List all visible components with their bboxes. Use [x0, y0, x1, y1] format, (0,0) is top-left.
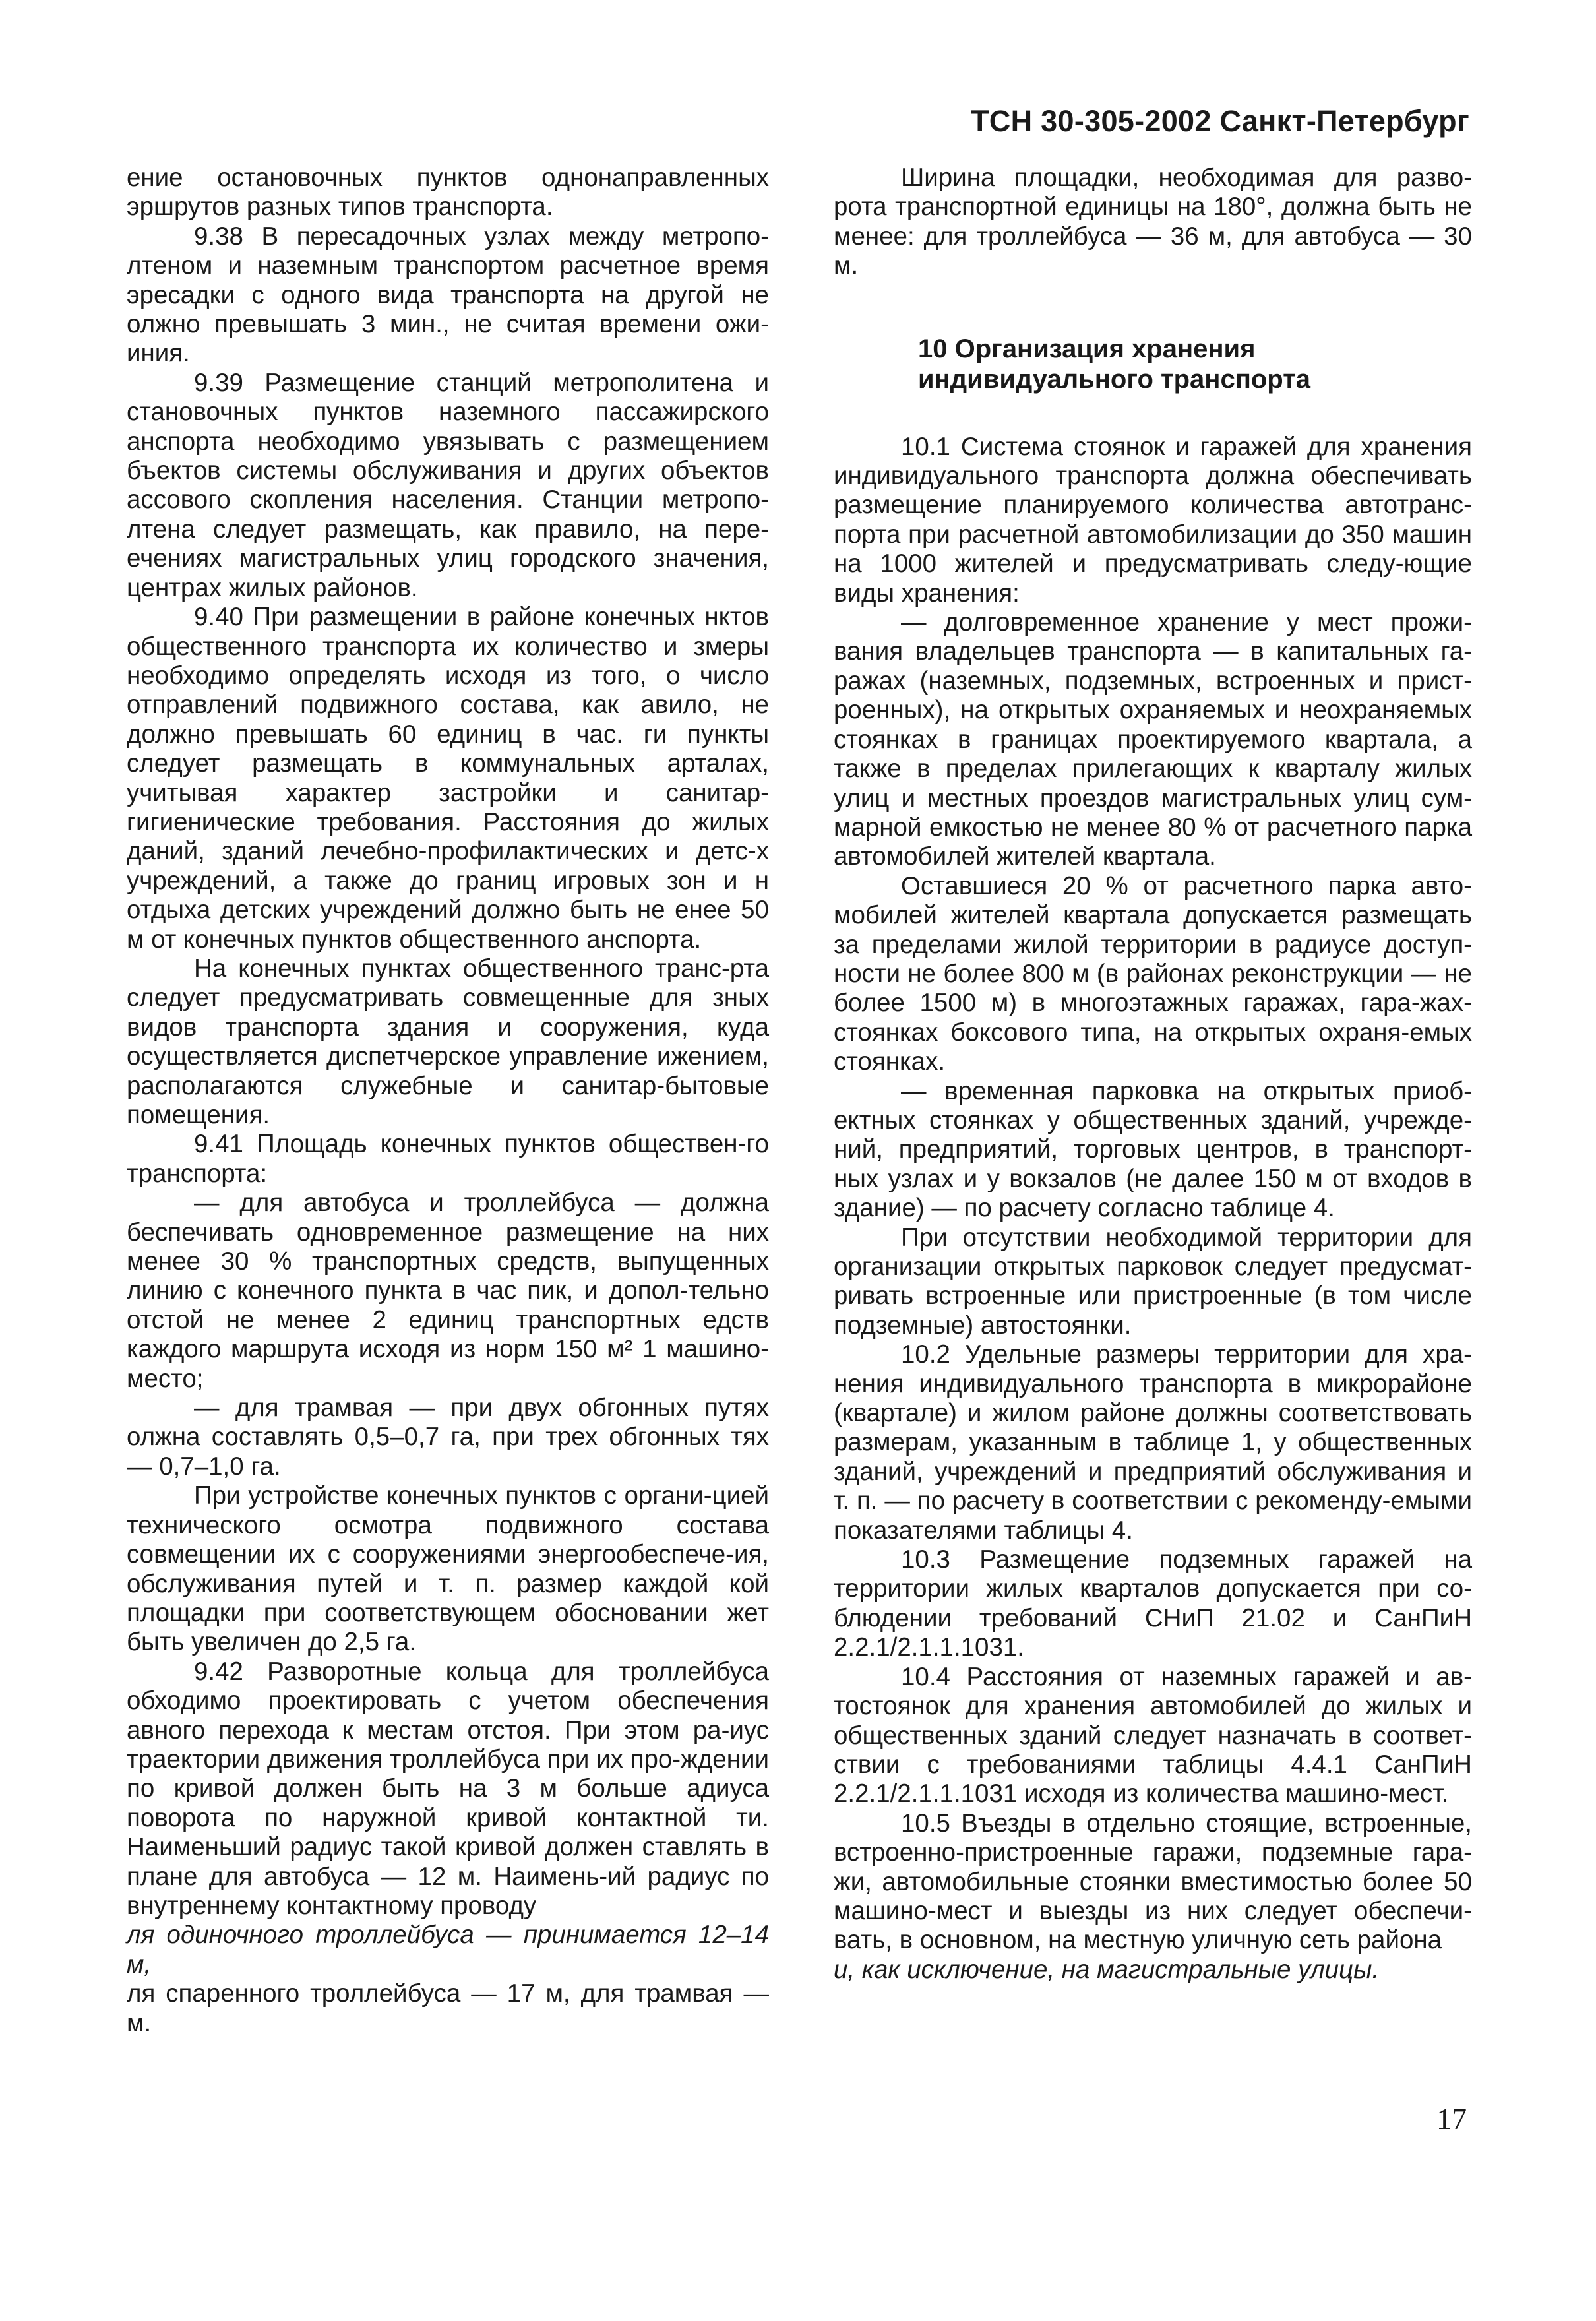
paragraph-10-4: 10.4 Расстояния от наземных гаражей и ав-тостоянок для хранения автомобилей до жилых и общественных зданий следует назначать в соответ-ствии с требованиями таблицы 4.4.1 СанПиН 2.2.1/2.1.1.1031 исходя из количества машино-мест. — [834, 1662, 1472, 1809]
italic-line: и, как исключение, на магистральные улицы. — [834, 1955, 1380, 1984]
paragraph: ля спаренного троллейбуса — 17 м, для трамвая — м. — [127, 1979, 769, 2037]
paragraph-9-39: 9.39 Размещение станций метрополитена и становочных пунктов наземного пассажирского анспорта необходимо увязывать с размещением бъектов системы обслуживания и других объектов ассового скопления населения. Станции метропо-лтена следует размещать, как правило, на пере-ечениях магистральных улиц городского значения, центрах жилых районов. — [127, 368, 769, 602]
list-item-long-term-storage: — долговременное хранение у мест прожи-вания владельцев транспорта — в капитальных га-ражах (наземных, подземных, встроенных и прист-роенных), на открытых охраняемых и неохраняемых стоянках в границах проектируемого квартала, а также в пределах прилегающих к кварталу жилых улиц и местных проездов магистральных улиц сум-марной емкостью не менее 80 % от расчетного парка автомобилей жителей квартала. — [834, 608, 1472, 871]
paragraph-10-3: 10.3 Размещение подземных гаражей на территории жилых кварталов допускается при со-блюдении требований СНиП 21.02 и СанПиН 2.2.1/2.1.1.1031. — [834, 1545, 1472, 1662]
list-item-tram: — для трамвая — при двух обгонных путях олжна составлять 0,5–0,7 га, при трех обгонных тях — 0,7–1,0 га. — [127, 1394, 769, 1481]
paragraph-9-41: 9.41 Площадь конечных пунктов обществен-го транспорта: — [127, 1130, 769, 1188]
section-title-line: 10 Организация хранения — [918, 334, 1256, 363]
paragraph-9-40: 9.40 При размещении в районе конечных нктов общественного транспорта их количество и змеры необходимо определять исходя из того, о число отправлений подвижного состава, как авило, не должно превышать 60 единиц в час. ги пункты следует размещать в коммунальных арталах, учитывая характер застройки и санитар-гигиенические требования. Расстояния до жилых даний, зданий лечебно-профилактических и детс-х учреждений, а также до границ игровых зон и н отдыха детских учреждений должно быть не енее 50 м от конечных пунктов общественного анспорта. — [127, 603, 769, 954]
paragraph-10-5: 10.5 Въезды в отдельно стоящие, встроенные, встроенно-пристроенные гаражи, подземные гара-жи, автомобильные стоянки вместимостью более 50 машино-мест и выезды из них следует обеспечи-вать, в основном, на местную уличную сеть района — [834, 1809, 1472, 1955]
left-column — [127, 164, 769, 2038]
paragraph: На конечных пунктах общественного транс-рта следует предусматривать совмещенные для зных видов транспорта здания и сооружения, куда осуществляется диспетчерское управление ижением, располагаются служебные и санитар-бытовые помещения. — [127, 954, 769, 1129]
paragraph-10-1: 10.1 Система стоянок и гаражей для хранения индивидуального транспорта должна обеспечивать размещение планируемого количества автотранс-порта при расчетной автомобилизации до 350 машин на 1000 жителей и предусматривать следу-ющие виды хранения: — [834, 432, 1472, 607]
paragraph-platform-width: Ширина площадки, необходимая для разво-рота транспортной единицы на 180°, должна быть не менее: для троллейбуса — 36 м, для автобуса — 30 м. — [834, 164, 1472, 280]
list-item-temporary-parking: — временная парковка на открытых приоб-ектных стоянках у общественных зданий, учрежде-ний, предприятий, торговых центров, в транспорт-ных узлах и у вокзалов (не далее 150 м от входов в здание) — по расчету согласно таблице 4. — [834, 1076, 1472, 1223]
paragraph-10-2: 10.2 Удельные размеры территории для хра-нения индивидуального транспорта в микрорайоне (квартале) и жилом районе должны соответствовать размерам, указанным в таблице 1, у общественных зданий, учреждений и предприятий обслуживания и т. п. — по расчету в соответствии с рекоменду-емыми показателями таблицы 4. — [834, 1340, 1472, 1545]
italic-line: ля одиночного троллейбуса — принимается 12–14 м, — [127, 1921, 769, 1979]
paragraph: При устройстве конечных пунктов с органи-цией технического осмотра подвижного состава совмещении их с сооружениями энергообеспече-ия, обслуживания путей и т. п. размер каждой кой площадки при соответствующем обосновании жет быть увеличен до 2,5 га. — [127, 1481, 769, 1657]
paragraph: Оставшиеся 20 % от расчетного парка авто-мобилей жителей квартала допускается размещать за пределами жилой территории в радиусе доступ-ности не более 800 м (в районах реконструкции — не более 1500 м) в многоэтажных гаражах, гара-жах-стоянках боксового типа, на открытых охраня-емых стоянках. — [834, 871, 1472, 1076]
section-title — [834, 334, 1472, 394]
paragraph-9-42: 9.42 Разворотные кольца для троллейбуса обходимо проектировать с учетом обеспечения авного перехода к местам отстоя. При этом ра-иус траектории движения троллейбуса при их про-ждении по кривой должен быть на 3 м больше адиуса поворота по наружной кривой контактной ти. Наименьший радиус такой кривой должен ставлять в плане для автобуса — 12 м. Наимень-ий радиус по внутреннему контактному проводу — [127, 1657, 769, 1920]
right-column — [834, 164, 1472, 1985]
paragraph-9-38: 9.38 В пересадочных узлах между метропо-лтеном и наземным транспортом расчетное время эресадки с одного вида транспорта на другой не олжно превышать 3 мин., не считая времени ожи-иния. — [127, 222, 769, 368]
section-title-line: индивидуального транспорта — [918, 364, 1311, 394]
paragraph: ение остановочных пунктов однонаправленных эршрутов разных типов транспорта. — [127, 164, 769, 222]
page-number: 17 — [1436, 2102, 1467, 2136]
paragraph: При отсутствии необходимой территории для организации открытых парковок следует предусмат-ривать встроенные или пристроенные (в том числе подземные) автостоянки. — [834, 1223, 1472, 1340]
document-header: ТСН 30-305-2002 Санкт-Петербург — [971, 104, 1469, 138]
list-item-bus-trolleybus: — для автобуса и троллейбуса — должна беспечивать одновременное размещение на них менее 30 % транспортных средств, выпущенных линию с конечного пункта в час пик, и допол-тельно отстой не менее 2 единиц транспортных едств каждого маршрута исходя из норм 150 м² 1 машино-место; — [127, 1189, 769, 1393]
